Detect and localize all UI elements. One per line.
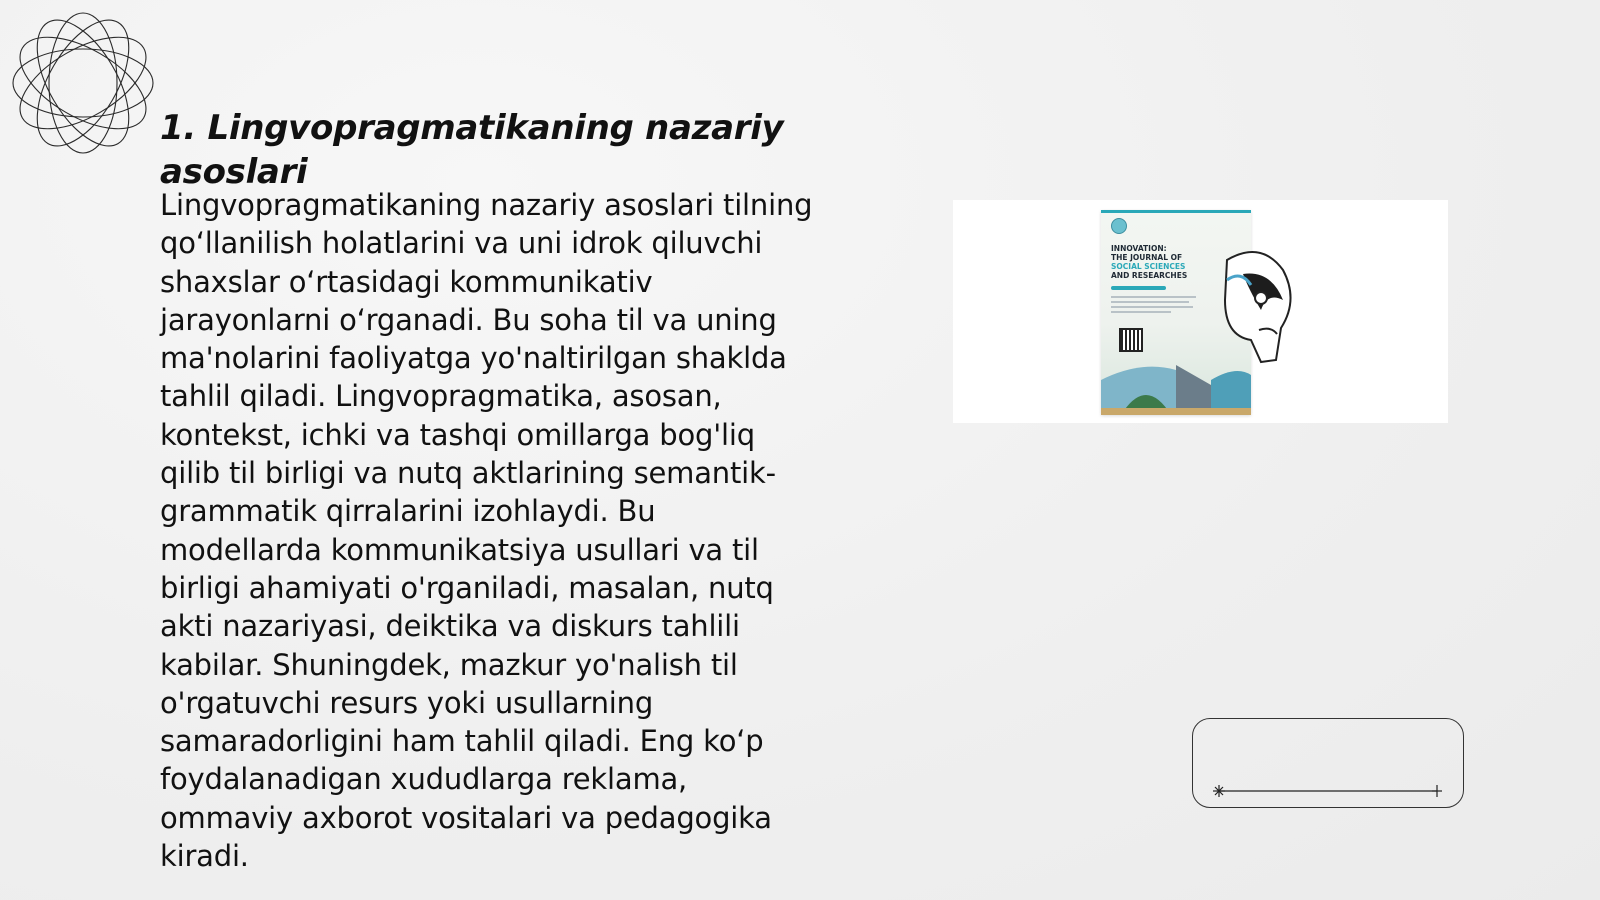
slide-body-text: Lingvopragmatikaning nazariy asoslari tilning qo‘llanilish holatlarini va uni idrok qiluvchi shaxslar o‘rtasidagi kommunikativ jarayonlarni o‘rganadi. Bu soha til va uning ma'nolarini faoliyatga yo'naltirilgan shaklda tahlil qiladi. Lingvopragmatika, asosan, kontekst, ichki va tashqi omillarga bog'liq qilib til birligi va nutq aktlarining semantik-grammatik qirralarini izohlaydi. Bu modellarda kommunikatsiya usullari va til birligi ahamiyati o'rganiladi, masalan, nutq akti nazariyasi, deiktika va diskurs tahlili kabilar. Shuningdek, mazkur yo'nalish til o'rgatuvchi resurs yoki usullarning samaradorligini ham tahlil qiladi. Eng ko‘p foydalanadigan xududlarga reklama, ommaviy axborot vositalari va pedagogika kiradi. (160, 188, 813, 874)
cover-tag (1111, 286, 1166, 290)
journal-logo-icon (1111, 218, 1127, 234)
connector-line (1213, 785, 1443, 797)
plus-icon (1432, 785, 1442, 797)
qr-code-icon (1119, 328, 1143, 352)
cover-top-bar (1101, 210, 1251, 213)
cover-title: INNOVATION: THE JOURNAL OF SOCIAL SCIENCES AND RESEARCHES (1111, 244, 1188, 280)
slide-title: 1. Lingvopragmatikaning nazariy asoslari (160, 108, 784, 192)
orbit-rings-icon (8, 8, 158, 158)
sparkle-icon (1213, 785, 1225, 797)
journal-cover-image (953, 200, 1448, 423)
link-connector-box (1192, 718, 1464, 808)
cover-text-lines (1111, 296, 1196, 316)
robot-head-illustration (1221, 240, 1301, 370)
